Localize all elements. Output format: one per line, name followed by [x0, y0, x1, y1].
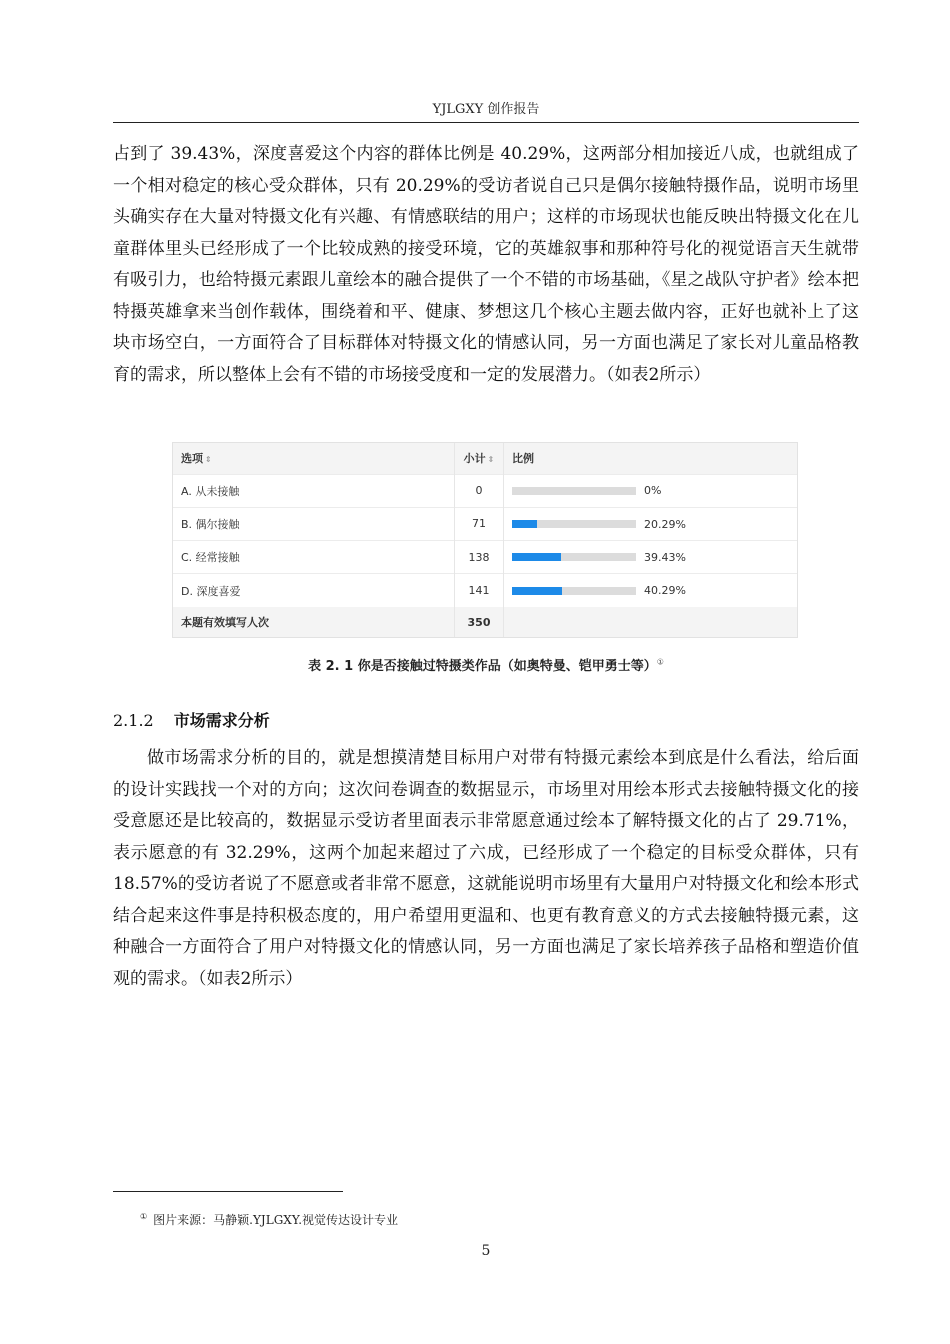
column-header-count[interactable]: 小计 ⇕	[455, 443, 504, 474]
table-header-row	[173, 443, 797, 474]
count-cell: 141	[455, 574, 504, 607]
footnote-reference[interactable]: ①	[656, 657, 664, 667]
ratio-cell	[504, 541, 798, 574]
percent-label: 20.29%	[644, 517, 686, 531]
count-cell: 71	[455, 507, 504, 540]
footnote-mark: ①	[140, 1212, 148, 1221]
progress-fill	[512, 587, 562, 595]
table-row	[173, 474, 797, 507]
progress-bar	[512, 487, 636, 495]
footnote-text: 图片来源：马静颖.YJLGXY.视觉传达设计专业	[153, 1213, 399, 1227]
total-label: 本题有效填写人次	[173, 607, 455, 637]
section-number: 2.1.2	[113, 711, 154, 730]
count-cell: 138	[455, 541, 504, 574]
ratio-cell	[504, 474, 798, 507]
section-heading	[113, 708, 270, 731]
footnote	[140, 1211, 398, 1228]
option-cell: C. 经常接触	[173, 541, 455, 574]
page-number: 5	[481, 1243, 491, 1259]
table-row	[173, 574, 797, 607]
footnote-divider	[113, 1191, 343, 1192]
survey-results-table	[172, 442, 798, 638]
progress-fill	[512, 520, 537, 528]
table-total-row	[173, 607, 797, 637]
table-row	[173, 541, 797, 574]
option-cell: D. 深度喜爱	[173, 574, 455, 607]
running-header	[113, 98, 859, 123]
body-paragraph-2: 做市场需求分析的目的，就是想摸清楚目标用户对带有特摄元素绘本到底是什么看法，给后面的设计实践找一个对的方向；这次问卷调查的数据显示，市场里对用绘本形式去接触特摄文化的接受意愿还是比较高的，数据显示受访者里面表示非常愿意通过绘本了解特摄文化的占了 29.71%，表示愿意的有 32.29%，这两个加起来超过了六成，已经形成了一个稳定的目标受众群体，只有 18.57%的受访者说了不愿意或者非常不愿意，这就能说明市场里有大量用户对特摄文化和绘本形式结合起来这件事是持积极态度的，用户希望用更温和、也更有教育意义的方式去接触特摄元素，这种融合一方面符合了用户对特摄文化的情感认同，另一方面也满足了家长培养孩子品格和塑造价值观的需求。（如表2所示）	[113, 748, 859, 989]
table-caption	[113, 655, 859, 674]
caption-text: 表 2. 1 你是否接触过特摄类作品（如奥特曼、铠甲勇士等）	[308, 659, 657, 674]
option-cell: B. 偶尔接触	[173, 507, 455, 540]
count-cell: 0	[455, 474, 504, 507]
section-title: 市场需求分析	[173, 711, 270, 730]
progress-bar	[512, 587, 636, 595]
ratio-cell	[504, 507, 798, 540]
total-count: 350	[455, 607, 504, 637]
progress-bar	[512, 520, 636, 528]
column-header-ratio: 比例	[512, 452, 534, 466]
progress-fill	[512, 553, 561, 561]
percent-label: 40.29%	[644, 584, 686, 598]
percent-label: 0%	[644, 484, 662, 498]
total-empty-cell	[504, 607, 798, 637]
sort-icon[interactable]: ⇕	[487, 455, 495, 465]
ratio-cell	[504, 574, 798, 607]
option-cell: A. 从未接触	[173, 474, 455, 507]
column-header-option[interactable]: 选项 ⇕	[173, 443, 455, 474]
table-row	[173, 507, 797, 540]
progress-bar	[512, 553, 636, 561]
header-title: YJLGXY 创作报告	[432, 102, 540, 117]
percent-label: 39.43%	[644, 550, 686, 564]
body-paragraph-1: 占到了 39.43%，深度喜爱这个内容的群体比例是 40.29%，这两部分相加接近八成，也就组成了一个相对稳定的核心受众群体，只有 20.29%的受访者说自己只是偶尔接触特摄作品，说明市场里头确实存在大量对特摄文化有兴趣、有情感联结的用户；这样的市场现状也能反映出特摄文化在儿童群体里头已经形成了一个比较成熟的接受环境，它的英雄叙事和那种符号化的视觉语言天生就带有吸引力，也给特摄元素跟儿童绘本的融合提供了一个不错的市场基础，《星之战队守护者》绘本把特摄英雄拿来当创作载体，围绕着和平、健康、梦想这几个核心主题去做内容，正好也就补上了这块市场空白，一方面符合了目标群体对特摄文化的情感认同，另一方面也满足了家长对儿童品格教育的需求，所以整体上会有不错的市场接受度和一定的发展潜力。（如表2所示）	[113, 144, 859, 385]
sort-icon[interactable]: ⇕	[205, 455, 212, 465]
